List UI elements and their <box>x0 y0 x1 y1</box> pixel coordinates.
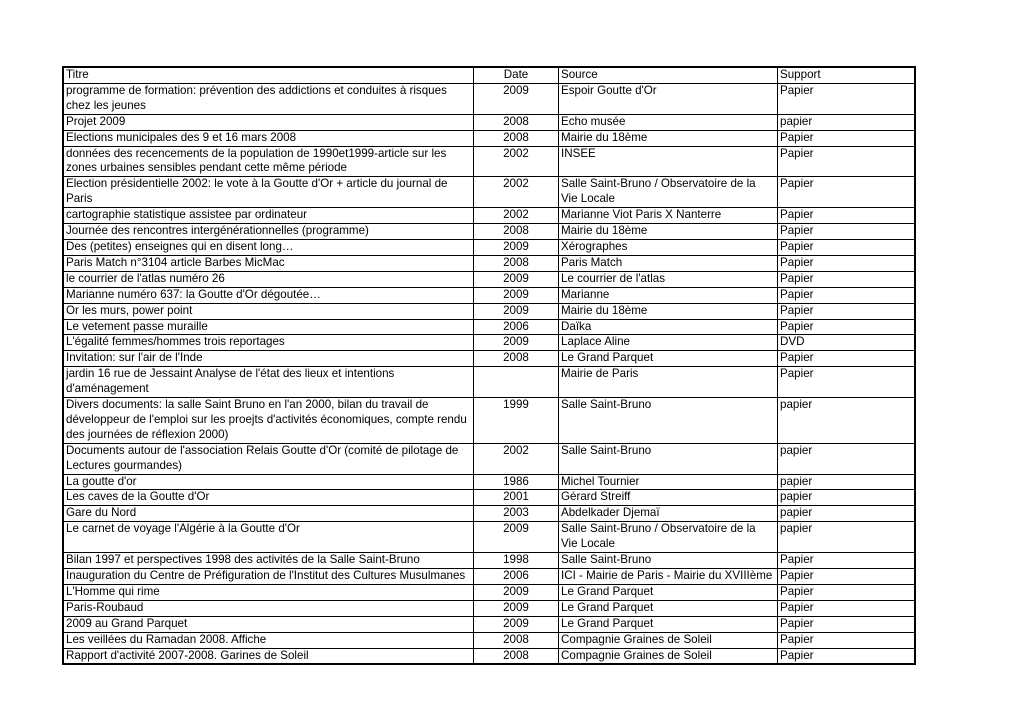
cell-support: Papier <box>778 208 916 224</box>
cell-date: 2008 <box>474 648 559 664</box>
cell-date: 2009 <box>474 287 559 303</box>
table-row <box>63 553 915 569</box>
cell-date: 2002 <box>474 208 559 224</box>
cell-support: Papier <box>778 553 916 569</box>
cell-title: Gare du Nord <box>63 506 474 522</box>
cell-support: Papier <box>778 130 916 146</box>
cell-date: 2008 <box>474 255 559 271</box>
cell-source: Salle Saint-Bruno <box>559 443 778 474</box>
cell-support: Papier <box>778 616 916 632</box>
header-support: Support <box>778 67 916 83</box>
cell-source: Mairie du 18ème <box>559 130 778 146</box>
table-row <box>63 114 915 130</box>
table-row <box>63 367 915 398</box>
table-row <box>63 443 915 474</box>
cell-support: Papier <box>778 239 916 255</box>
table-row <box>63 303 915 319</box>
header-row <box>63 67 915 83</box>
table-row <box>63 83 915 114</box>
cell-support: papier <box>778 398 916 444</box>
header-date: Date <box>474 67 559 83</box>
cell-source: Mairie de Paris <box>559 367 778 398</box>
cell-date: 2003 <box>474 506 559 522</box>
cell-title: 2009 au Grand Parquet <box>63 616 474 632</box>
cell-title: Projet 2009 <box>63 114 474 130</box>
cell-title: Le vetement passe muraille <box>63 319 474 335</box>
cell-date: 2009 <box>474 335 559 351</box>
cell-title: le courrier de l'atlas numéro 26 <box>63 271 474 287</box>
cell-date: 2009 <box>474 239 559 255</box>
cell-support: Papier <box>778 319 916 335</box>
cell-title: données des recencements de la population de 1990et1999-article sur les zones urbaines sensibles pendant cette même période <box>63 146 474 177</box>
cell-support: papier <box>778 490 916 506</box>
table-row <box>63 271 915 287</box>
table-row <box>63 616 915 632</box>
cell-support: papier <box>778 474 916 490</box>
table-row <box>63 474 915 490</box>
cell-source: Paris Match <box>559 255 778 271</box>
table-row <box>63 335 915 351</box>
table-row <box>63 569 915 585</box>
cell-title: Invitation: sur l'air de l'Inde <box>63 351 474 367</box>
table-row <box>63 130 915 146</box>
header-title: Titre <box>63 67 474 83</box>
cell-source: Abdelkader Djemaï <box>559 506 778 522</box>
cell-source: Echo musée <box>559 114 778 130</box>
cell-date: 1999 <box>474 398 559 444</box>
table-row <box>63 490 915 506</box>
cell-date: 2008 <box>474 224 559 240</box>
cell-source: Xérographes <box>559 239 778 255</box>
table-row <box>63 600 915 616</box>
table-row <box>63 522 915 553</box>
cell-source: Gérard Streiff <box>559 490 778 506</box>
cell-date: 2008 <box>474 632 559 648</box>
cell-title: jardin 16 rue de Jessaint Analyse de l'état des lieux et intentions d'aménagement <box>63 367 474 398</box>
cell-title: Documents autour de l'association Relais Goutte d'Or (comité de pilotage de Lectures gourmandes) <box>63 443 474 474</box>
cell-title: programme de formation: prévention des addictions et conduites à risques chez les jeunes <box>63 83 474 114</box>
table-row <box>63 287 915 303</box>
cell-source: Le Grand Parquet <box>559 351 778 367</box>
cell-source: Le Grand Parquet <box>559 584 778 600</box>
table-row <box>63 648 915 664</box>
cell-date: 2009 <box>474 616 559 632</box>
cell-source: Mairie du 18ème <box>559 303 778 319</box>
cell-source: Compagnie Graines de Soleil <box>559 632 778 648</box>
cell-support: Papier <box>778 569 916 585</box>
cell-title: L'égalité femmes/hommes trois reportages <box>63 335 474 351</box>
cell-title: Des (petites) enseignes qui en disent long… <box>63 239 474 255</box>
cell-title: Divers documents: la salle Saint Bruno en l'an 2000, bilan du travail de développeur de l'emploi sur les proejts d'activités économiques, compte rendu des journées de réflexion 2000) <box>63 398 474 444</box>
cell-source: Le Grand Parquet <box>559 600 778 616</box>
cell-source: Salle Saint-Bruno / Observatoire de la Vie Locale <box>559 177 778 208</box>
cell-title: Paris-Roubaud <box>63 600 474 616</box>
cell-title: cartographie statistique assistee par ordinateur <box>63 208 474 224</box>
cell-support: Papier <box>778 177 916 208</box>
cell-title: Rapport d'activité 2007-2008. Garines de Soleil <box>63 648 474 664</box>
cell-date: 2008 <box>474 114 559 130</box>
table-row <box>63 177 915 208</box>
table-row <box>63 255 915 271</box>
cell-title: Marianne numéro 637: la Goutte d'Or dégoutée… <box>63 287 474 303</box>
cell-support: Papier <box>778 83 916 114</box>
cell-date: 2009 <box>474 584 559 600</box>
cell-source: INSEE <box>559 146 778 177</box>
cell-date: 2002 <box>474 146 559 177</box>
cell-support: papier <box>778 522 916 553</box>
document-table <box>62 66 916 665</box>
cell-support: Papier <box>778 351 916 367</box>
cell-source: Marianne Viot Paris X Nanterre <box>559 208 778 224</box>
cell-source: ICI - Mairie de Paris - Mairie du XVIIIème <box>559 569 778 585</box>
cell-support: Papier <box>778 303 916 319</box>
table-row <box>63 224 915 240</box>
cell-support: papier <box>778 114 916 130</box>
cell-title: Or les murs, power point <box>63 303 474 319</box>
cell-title: Elections municipales des 9 et 16 mars 2008 <box>63 130 474 146</box>
cell-date: 2002 <box>474 177 559 208</box>
cell-date: 2009 <box>474 83 559 114</box>
cell-source: Le Grand Parquet <box>559 616 778 632</box>
cell-date: 2008 <box>474 130 559 146</box>
cell-source: Michel Tournier <box>559 474 778 490</box>
table-row <box>63 208 915 224</box>
cell-source: Laplace Aline <box>559 335 778 351</box>
cell-support: DVD <box>778 335 916 351</box>
cell-date: 1998 <box>474 553 559 569</box>
cell-date: 2002 <box>474 443 559 474</box>
table-row <box>63 584 915 600</box>
table-body <box>63 83 915 664</box>
cell-support: Papier <box>778 367 916 398</box>
cell-support: papier <box>778 506 916 522</box>
cell-support: Papier <box>778 632 916 648</box>
cell-support: Papier <box>778 584 916 600</box>
cell-support: Papier <box>778 146 916 177</box>
cell-date: 2008 <box>474 351 559 367</box>
cell-title: Election présidentielle 2002: le vote à la Goutte d'Or + article du journal de Paris <box>63 177 474 208</box>
cell-date: 2009 <box>474 271 559 287</box>
cell-date: 2006 <box>474 319 559 335</box>
cell-date: 2006 <box>474 569 559 585</box>
table-row <box>63 146 915 177</box>
cell-source: Compagnie Graines de Soleil <box>559 648 778 664</box>
cell-support: Papier <box>778 648 916 664</box>
cell-source: Mairie du 18ème <box>559 224 778 240</box>
cell-support: Papier <box>778 287 916 303</box>
cell-support: papier <box>778 443 916 474</box>
cell-date <box>474 367 559 398</box>
cell-title: Les veillées du Ramadan 2008. Affiche <box>63 632 474 648</box>
table-row <box>63 506 915 522</box>
cell-title: Paris Match n°3104 article Barbes MicMac <box>63 255 474 271</box>
cell-source: Salle Saint-Bruno <box>559 398 778 444</box>
cell-date: 1986 <box>474 474 559 490</box>
cell-source: Salle Saint-Bruno <box>559 553 778 569</box>
cell-date: 2009 <box>474 522 559 553</box>
cell-source: Marianne <box>559 287 778 303</box>
cell-support: Papier <box>778 600 916 616</box>
table-row <box>63 319 915 335</box>
table-row <box>63 351 915 367</box>
cell-source: Le courrier de l'atlas <box>559 271 778 287</box>
cell-source: Salle Saint-Bruno / Observatoire de la Vie Locale <box>559 522 778 553</box>
table-row <box>63 632 915 648</box>
cell-title: Journée des rencontres intergénérationnelles (programme) <box>63 224 474 240</box>
cell-support: Papier <box>778 271 916 287</box>
cell-title: Inauguration du Centre de Préfiguration de l'Institut des Cultures Musulmanes <box>63 569 474 585</box>
cell-title: Bilan 1997 et perspectives 1998 des activités de la Salle Saint-Bruno <box>63 553 474 569</box>
table-row <box>63 239 915 255</box>
cell-title: Les caves de la Goutte d'Or <box>63 490 474 506</box>
cell-date: 2009 <box>474 303 559 319</box>
table-row <box>63 398 915 444</box>
cell-source: Daïka <box>559 319 778 335</box>
cell-title: La goutte d'or <box>63 474 474 490</box>
cell-date: 2001 <box>474 490 559 506</box>
cell-date: 2009 <box>474 600 559 616</box>
cell-support: Papier <box>778 255 916 271</box>
cell-title: L'Homme qui rime <box>63 584 474 600</box>
cell-source: Espoir Goutte d'Or <box>559 83 778 114</box>
header-source: Source <box>559 67 778 83</box>
cell-support: Papier <box>778 224 916 240</box>
cell-title: Le carnet de voyage l'Algérie à la Goutte d'Or <box>63 522 474 553</box>
